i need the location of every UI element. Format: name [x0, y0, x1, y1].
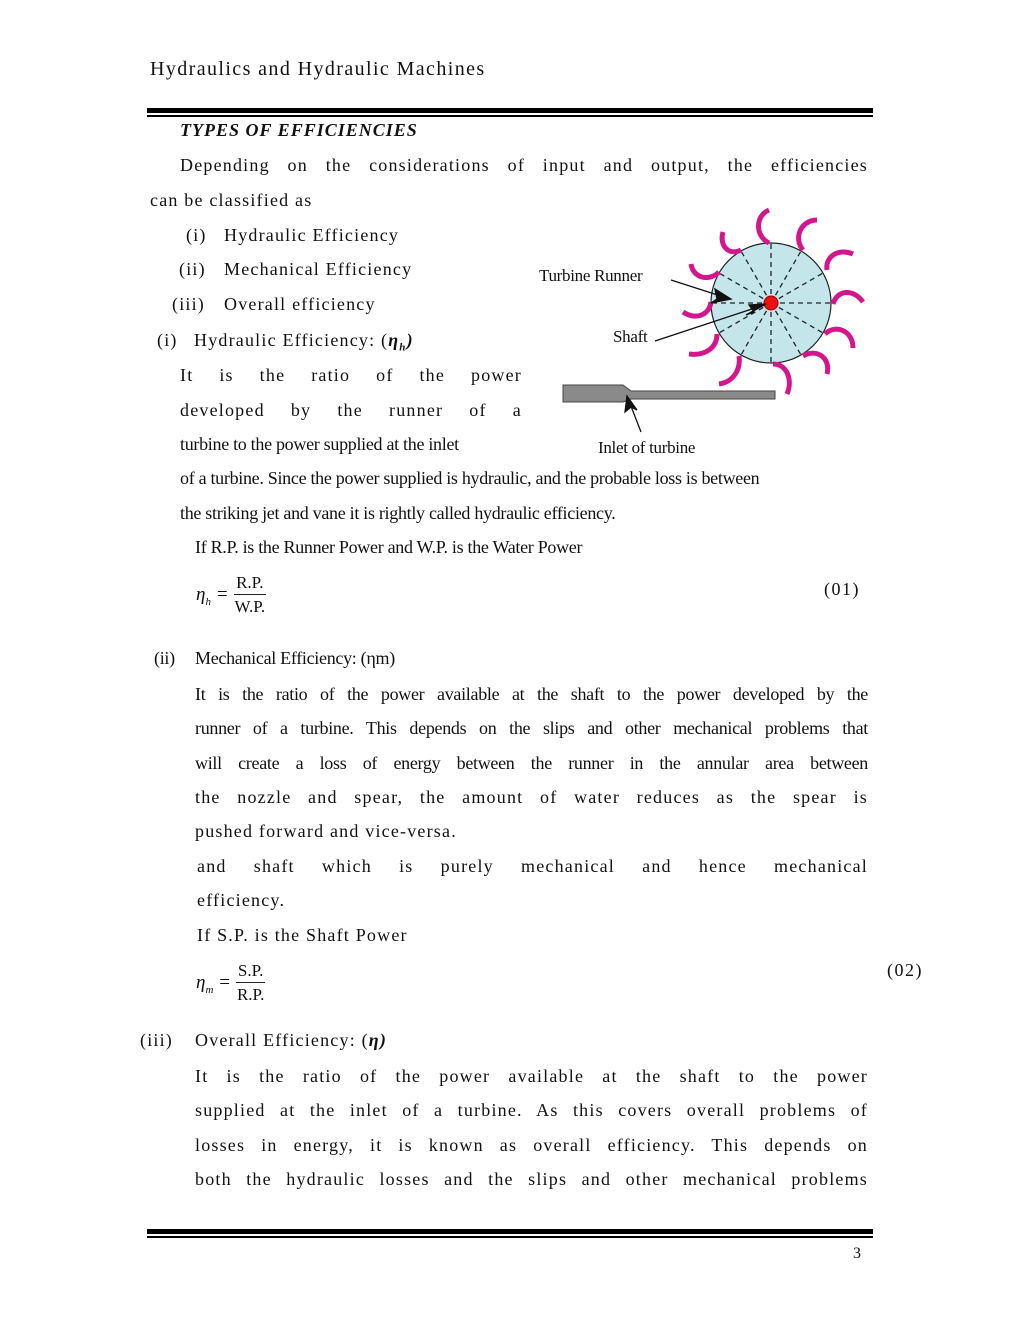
eta-symbol: η — [388, 330, 400, 350]
mechanical-line-1: It is the ratio of the power available at the shaft to the power developed by the — [195, 684, 868, 704]
mechanical-definition: If S.P. is the Shaft Power — [197, 925, 408, 945]
equation-number: (02) — [887, 960, 923, 980]
overall-heading-text: Overall Efficiency: ( — [195, 1030, 369, 1050]
running-header: Hydraulics and Hydraulic Machines — [150, 58, 486, 80]
intro-line-1: Depending on the considerations of input and output, the efficiencies — [180, 155, 868, 175]
turbine-runner-figure — [535, 198, 880, 473]
label-shaft: Shaft — [613, 327, 648, 346]
heading-close-paren: ) — [379, 1030, 388, 1050]
overall-line-2: supplied at the inlet of a turbine. As this covers overall problems of — [195, 1100, 868, 1120]
section-title: TYPES OF EFFICIENCIES — [180, 120, 418, 140]
overall-line-3: losses in energy, it is known as overall efficiency. This depends on — [195, 1135, 868, 1155]
intro-line-2: can be classified as — [150, 190, 313, 210]
label-inlet: Inlet of turbine — [598, 438, 696, 457]
turbine-diagram-icon — [535, 198, 880, 468]
equation-denominator: W.P. — [234, 597, 266, 616]
equation-lhs: $\eta_m$ = — [196, 971, 231, 996]
hydraulic-line-3: turbine to the power supplied at the inlet — [180, 434, 459, 454]
equation-lhs: $\eta_h$ = — [196, 583, 229, 608]
mechanical-line-5: pushed forward and vice-versa. — [195, 821, 457, 841]
mechanical-line-7: efficiency. — [197, 890, 286, 910]
header-rule-thin — [147, 115, 873, 117]
mechanical-line-2: runner of a turbine. This depends on the slips and other mechanical problems that — [195, 718, 868, 738]
mechanical-line-3: will create a loss of energy between the runner in the annular area between — [195, 753, 868, 773]
hydraulic-definition: If R.P. is the Runner Power and W.P. is the Water Power — [195, 537, 583, 557]
overall-line-4: both the hydraulic losses and the slips and other mechanical problems — [195, 1169, 868, 1189]
equation-numerator: S.P. — [236, 960, 266, 983]
hydraulic-heading — [194, 330, 414, 354]
hydraulic-line-2: developed by the runner of a — [180, 400, 522, 420]
page-number: 3 — [853, 1245, 861, 1262]
overall-heading — [195, 1030, 387, 1051]
hydraulic-line-5: the striking jet and vane it is rightly called hydraulic efficiency. — [180, 503, 616, 523]
footer-rule-thin — [147, 1236, 873, 1238]
equation-numerator: R.P. — [234, 572, 265, 595]
equation-mechanical — [196, 960, 266, 1007]
list-item-label: Hydraulic Efficiency — [224, 225, 400, 245]
hydraulic-line-4: of a turbine. Since the power supplied is hydraulic, and the probable loss is between — [180, 468, 760, 488]
header-rule-thick — [147, 108, 873, 113]
eta-symbol: η — [368, 1030, 380, 1050]
list-item-num: (i) — [186, 225, 207, 245]
list-item-label: Mechanical Efficiency — [224, 259, 413, 279]
footer-rule-thick — [147, 1229, 873, 1234]
hydraulic-line-1: It is the ratio of the power — [180, 365, 522, 385]
list-item-label: Overall efficiency — [224, 294, 376, 314]
heading-close-paren: ) — [406, 330, 414, 350]
overall-line-1: It is the ratio of the power available at the shaft to the power — [195, 1066, 868, 1086]
equation-number: (01) — [824, 579, 860, 599]
equation-hydraulic — [196, 572, 267, 619]
list-item-num: (ii) — [179, 259, 206, 279]
list-item-num: (iii) — [172, 294, 205, 314]
mechanical-heading: Mechanical Efficiency: (ηm) — [195, 648, 395, 668]
hydraulic-heading-text: Hydraulic Efficiency: ( — [194, 330, 389, 350]
mechanical-heading-num: (ii) — [154, 648, 175, 668]
label-turbine-runner: Turbine Runner — [539, 266, 643, 285]
equation-denominator: R.P. — [236, 985, 265, 1004]
overall-heading-num: (iii) — [140, 1030, 173, 1050]
mechanical-line-6: and shaft which is purely mechanical and hence mechanical — [197, 856, 868, 876]
mechanical-line-4: the nozzle and spear, the amount of water reduces as the spear is — [195, 787, 868, 807]
hydraulic-heading-num: (i) — [157, 330, 178, 350]
eta-subscript: h — [399, 341, 407, 354]
